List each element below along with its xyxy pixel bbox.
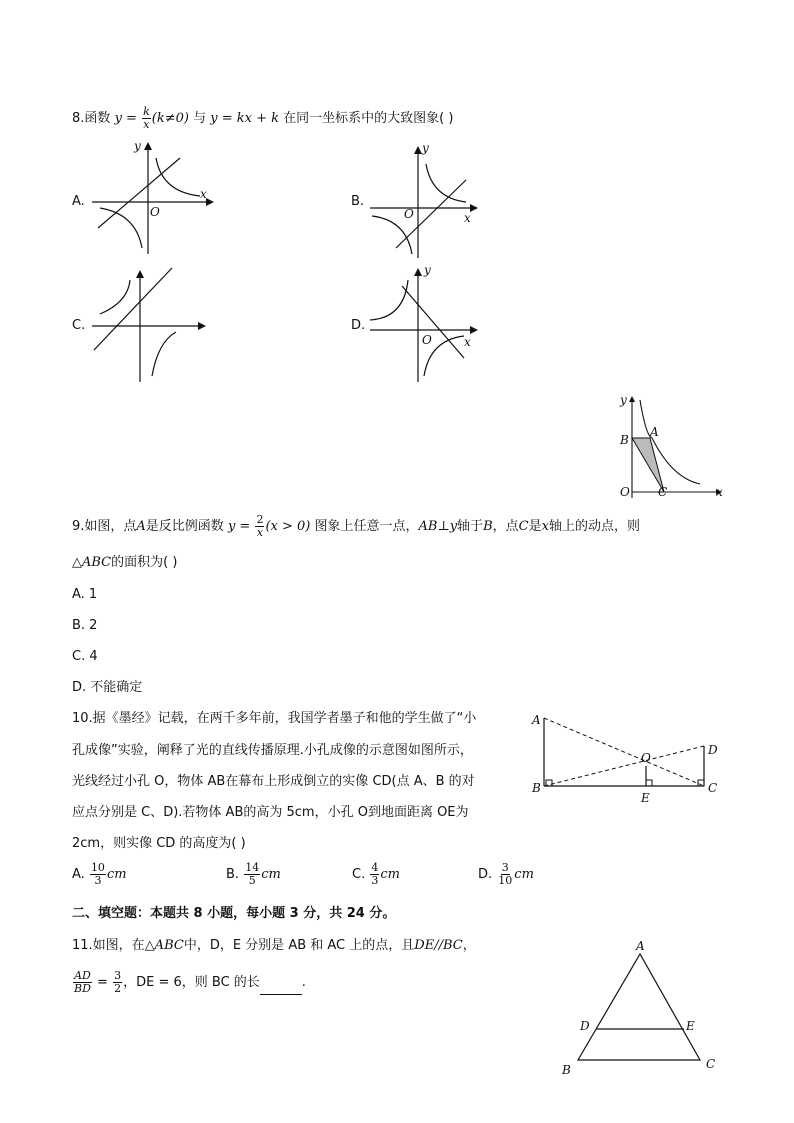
q11-stem-line2: $\frac{AD}{BD}$ = $\frac{3}{2}$ ，DE = 6，则 BC 的长 . — [74, 969, 306, 995]
point-c-label: C — [708, 781, 718, 795]
point-d-label: D — [708, 743, 718, 757]
q8-option-a-label: A. — [72, 194, 85, 209]
axis-y-label: y — [620, 393, 627, 407]
axis-x-label: x — [200, 187, 207, 201]
point-a-label: A — [532, 713, 541, 727]
point-b-label: B — [620, 433, 629, 447]
q8-option-a-graph[interactable] — [88, 136, 218, 258]
q8-stem: 8.函数 y = $\frac{k}{x}$ (k≠0) 与 y = kx + k 在同一坐标系中的大致图象( ) — [72, 105, 454, 131]
point-e-label: E — [641, 791, 650, 805]
q9-stem-line1: 9.如图，点A是反比例函数 y = $\frac{2}{x}$ (x > 0) 图象上任意一点，AB⊥y轴于B，点C是x轴上的动点，则 — [72, 513, 640, 539]
axis-x-label: x — [716, 485, 723, 499]
point-a-label: A — [650, 425, 659, 439]
axis-y-label: y — [134, 139, 141, 153]
origin-label: O — [620, 485, 630, 499]
point-a-label: A — [636, 939, 645, 953]
axis-y-label: y — [424, 263, 431, 277]
q9-option-a[interactable]: A. 1 — [72, 587, 98, 602]
axis-x-label: x — [464, 335, 471, 349]
q10-option-b[interactable]: B. $\frac{14}{5}$ cm — [226, 861, 281, 887]
q8-option-c-graph[interactable] — [88, 262, 212, 384]
q9-option-c[interactable]: C. 4 — [72, 649, 98, 664]
point-c-label: C — [658, 485, 668, 499]
q9-option-d[interactable]: D. 不能确定 — [72, 680, 143, 695]
q8-option-d-graph[interactable] — [366, 260, 486, 386]
q10-figure[interactable] — [528, 706, 728, 810]
q10-stem-line3: 光线经过小孔 O，物体 AB在幕布上形成倒立的实像 CD(点 A、B 的对 — [72, 774, 475, 789]
q10-stem-line5: 2cm，则实像 CD 的高度为( ) — [72, 836, 246, 851]
q10-option-d[interactable]: D. $\frac{3}{10}$ cm — [478, 861, 534, 887]
q8-option-b-label: B. — [351, 194, 365, 209]
q8-option-d-label: D. — [351, 318, 366, 333]
q11-figure[interactable] — [558, 936, 726, 1078]
q10-option-a[interactable]: A. $\frac{10}{3}$ cm — [72, 861, 127, 887]
q9-figure[interactable] — [612, 388, 728, 504]
q10-option-c[interactable]: C. $\frac{4}{3}$ cm — [352, 861, 400, 887]
point-b-label: B — [562, 1063, 571, 1077]
axis-x-label: x — [464, 211, 471, 225]
origin-label: O — [422, 333, 432, 347]
q8-option-b-graph[interactable] — [366, 140, 486, 262]
point-o-label: O — [641, 751, 651, 765]
q10-stem-line1: 10.据《墨经》记载，在两千多年前，我国学者墨子和他的学生做了“小 — [72, 711, 477, 726]
answer-blank[interactable] — [260, 980, 302, 995]
origin-label: O — [150, 205, 160, 219]
point-d-label: D — [580, 1019, 590, 1033]
point-b-label: B — [532, 781, 541, 795]
point-e-label: E — [686, 1019, 695, 1033]
origin-label: O — [404, 207, 414, 221]
q11-stem-line1: 11.如图，在△ABC中，D，E 分别是 AB 和 AC 上的点，且DE//BC， — [72, 938, 476, 953]
q8-option-c-label: C. — [72, 318, 86, 333]
q10-stem-line2: 孔成像”实验，阐释了光的直线传播原理.小孔成像的示意图如图所示， — [72, 743, 473, 758]
q9-option-b[interactable]: B. 2 — [72, 618, 98, 633]
section-heading: 二、填空题：本题共 8 小题，每小题 3 分，共 24 分。 — [72, 906, 396, 921]
axis-y-label: y — [422, 141, 429, 155]
q10-stem-line4: 应点分别是 C、D).若物体 AB的高为 5cm，小孔 O到地面距离 OE为 — [72, 805, 469, 820]
q9-stem-line2: △ABC的面积为( ) — [72, 555, 178, 570]
point-c-label: C — [706, 1057, 716, 1071]
